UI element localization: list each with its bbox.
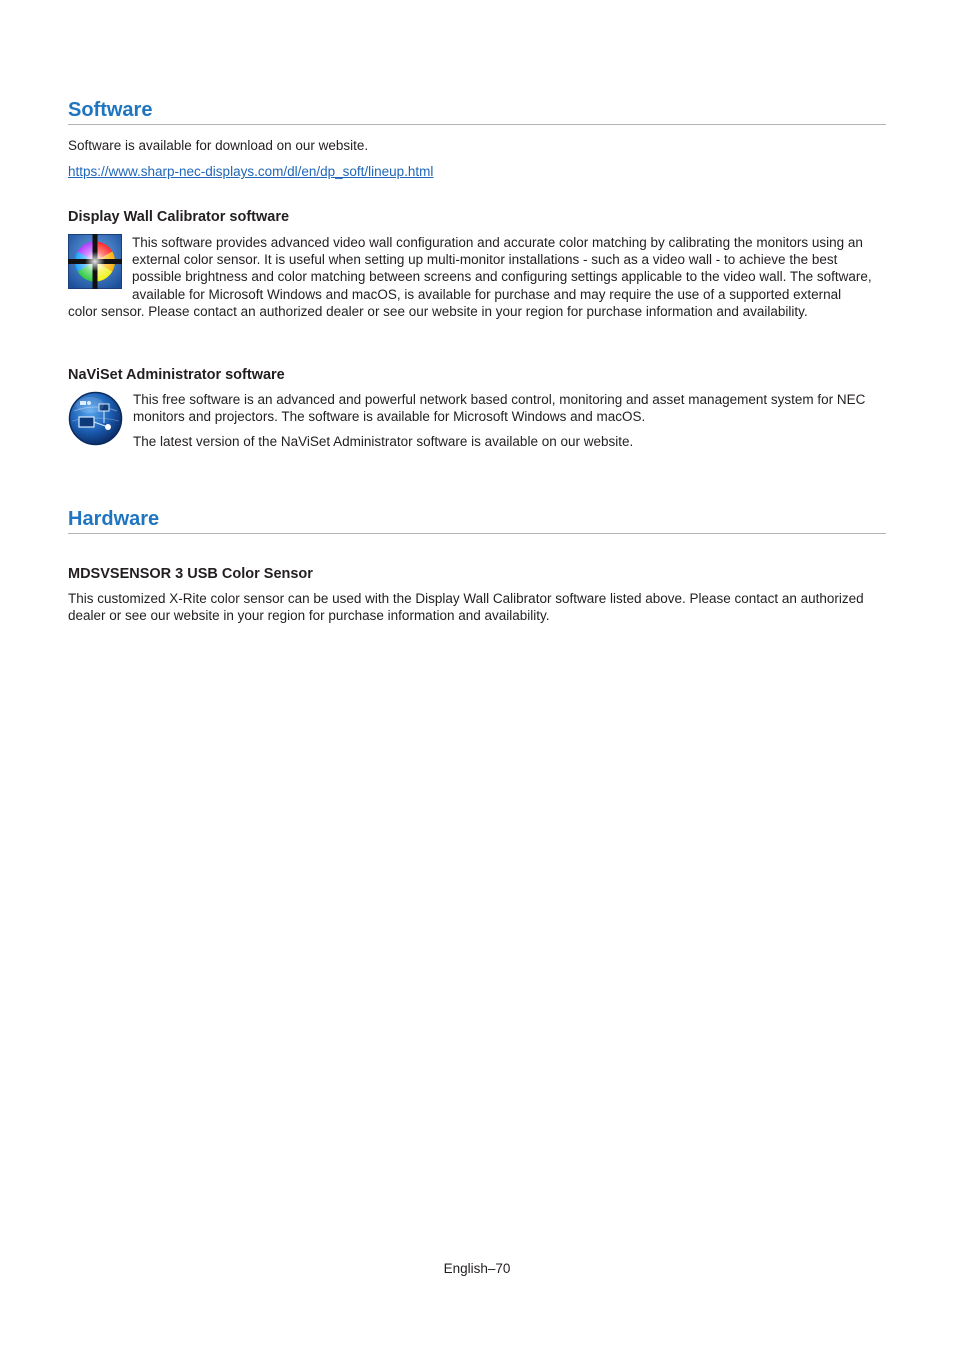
naviset-block	[68, 391, 886, 451]
naviset-title: NaViSet Administrator software	[68, 367, 285, 383]
hardware-heading: Hardware	[68, 507, 886, 534]
dwc-body: This software provides advanced video wall configuration and accurate color matching by calibrating the monitors using an external color sensor. It is useful when setting up multi-monitor installations - such as a video wall - to achieve the best possible brightness and color matching between screens and configuring settings applicable to the video wall. The software, available for Microsoft Windows and macOS, is available for purchase and may require the use of a supported external color sensor. Please contact an authorized dealer or see our website in your region for purchase information and availability.	[68, 235, 872, 319]
dwc-title: Display Wall Calibrator software	[68, 209, 290, 225]
page-number: English–70	[443, 1261, 511, 1276]
color-wheel-icon	[68, 234, 122, 289]
naviset-body-2: The latest version of the NaViSet Administrator software is available on our website.	[133, 434, 634, 450]
software-link-wrap	[68, 163, 433, 181]
software-download-link[interactable]: https://www.sharp-nec-displays.com/dl/en/dp_soft/lineup.html	[68, 164, 434, 179]
software-heading: Software	[68, 98, 886, 125]
dwc-block	[68, 234, 873, 320]
network-globe-icon	[68, 391, 123, 446]
naviset-body-1: This free software is an advanced and powerful network based control, monitoring and asset management system for NEC monitors and projectors. The software is available for Microsoft Windows and macOS.	[133, 392, 866, 425]
sensor-title: MDSVSENSOR 3 USB Color Sensor	[68, 566, 313, 582]
sensor-body: This customized X-Rite color sensor can be used with the Display Wall Calibrator software listed above. Please contact an authorized dealer or see our website in your region for purchase information and availability.	[68, 591, 864, 624]
software-intro: Software is available for download on our website.	[68, 138, 369, 153]
